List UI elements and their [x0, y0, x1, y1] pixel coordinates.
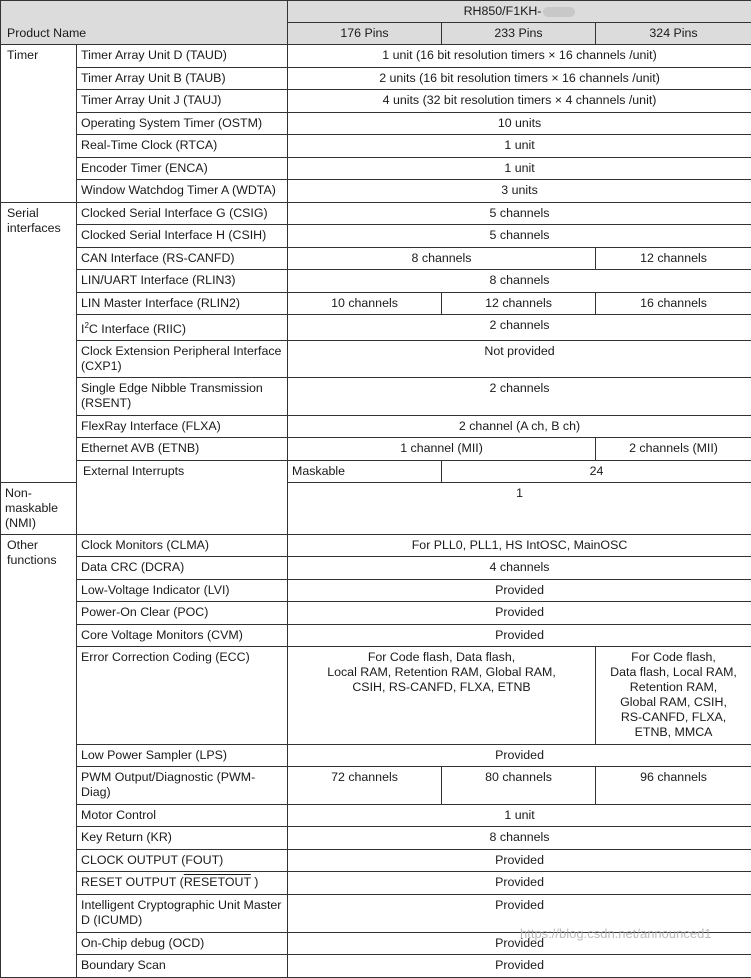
- feature-name: RESET OUTPUT (RESETOUT ): [77, 872, 288, 895]
- feature-value: 8 channels: [288, 827, 751, 850]
- feature-value: 72 channels: [288, 767, 442, 805]
- feature-name: Single Edge Nibble Transmission (RSENT): [77, 378, 288, 416]
- feature-name: Clock Monitors (CLMA): [77, 535, 288, 557]
- feature-value: 2 channels (MII): [596, 438, 751, 461]
- feature-name: Ethernet AVB (ETNB): [77, 438, 288, 461]
- feature-name: $I^2C$ Interface (RIIC): [77, 315, 288, 341]
- feature-name: FlexRay Interface (FLXA): [77, 416, 288, 438]
- feature-value: Provided: [288, 933, 751, 955]
- feature-value: 5 channels: [288, 203, 751, 225]
- pins-324-header: 324 Pins: [596, 23, 751, 45]
- feature-name: Maskable: [288, 461, 442, 483]
- category-timer: Timer: [1, 45, 77, 203]
- ecc-line: Global RAM, CSIH,: [620, 695, 727, 710]
- ecc-line: Local RAM, Retention RAM, Global RAM,: [327, 665, 556, 680]
- feature-name: Error Correction Coding (ECC): [77, 647, 288, 745]
- feature-value: Not provided: [288, 341, 751, 378]
- feature-name: Low Power Sampler (LPS): [77, 745, 288, 767]
- feature-value: 12 channels: [442, 293, 596, 315]
- ecc-line: RS-CANFD, FLXA,: [620, 710, 727, 725]
- feature-value: 3 units: [288, 180, 751, 203]
- feature-value: 10 units: [288, 113, 751, 135]
- ecc-line: For Code flash, Data flash,: [367, 650, 516, 665]
- pins-233-header: 233 Pins: [442, 23, 596, 45]
- feature-name: Core Voltage Monitors (CVM): [77, 625, 288, 647]
- feature-value: Provided: [288, 745, 751, 767]
- feature-value: 2 channels: [288, 378, 751, 416]
- feature-value: 2 channels: [288, 315, 751, 341]
- feature-name: Intelligent Cryptographic Unit Master D (ICUMD): [77, 895, 288, 933]
- feature-value: 16 channels: [596, 293, 751, 315]
- feature-name: Clock Extension Peripheral Interface (CXP1): [77, 341, 288, 378]
- category-external-interrupts: External Interrupts: [77, 461, 288, 535]
- feature-name: Boundary Scan: [77, 955, 288, 978]
- feature-value: For PLL0, PLL1, HS IntOSC, MainOSC: [288, 535, 751, 557]
- feature-name: On-Chip debug (OCD): [77, 933, 288, 955]
- feature-value: [288, 647, 596, 745]
- ecc-line: For Code flash,: [631, 650, 716, 665]
- feature-value: 1 unit: [288, 805, 751, 827]
- watermark: https://blog.csdn.net/announced1: [520, 926, 712, 941]
- ecc-line: CSIH, RS-CANFD, FLXA, ETNB: [352, 680, 531, 695]
- feature-value: 1 unit: [288, 158, 751, 180]
- feature-value: Provided: [288, 580, 751, 602]
- category-serial: Serial interfaces: [1, 203, 77, 483]
- ecc-line: ETNB, MMCA: [634, 725, 713, 740]
- feature-value: Provided: [288, 625, 751, 647]
- feature-value: Provided: [288, 602, 751, 625]
- feature-name: Encoder Timer (ENCA): [77, 158, 288, 180]
- feature-value: 2 units (16 bit resolution timers × 16 channels /unit): [288, 68, 751, 90]
- feature-name: PWM Output/Diagnostic (PWM-Diag): [77, 767, 288, 805]
- ecc-line: Retention RAM,: [629, 680, 718, 695]
- feature-value: Provided: [288, 955, 751, 978]
- feature-value: 4 channels: [288, 557, 751, 580]
- category-other-functions: Other functions: [1, 535, 77, 978]
- feature-name: CLOCK OUTPUT (FOUT): [77, 850, 288, 872]
- feature-value: 5 channels: [288, 225, 751, 248]
- feature-value: 1: [288, 483, 751, 535]
- feature-name: Key Return (KR): [77, 827, 288, 850]
- feature-name: Timer Array Unit D (TAUD): [77, 45, 288, 68]
- resetout-signal: RESETOUT: [183, 875, 251, 890]
- feature-name: Window Watchdog Timer A (WDTA): [77, 180, 288, 203]
- feature-value: [596, 647, 751, 745]
- feature-name: Power-On Clear (POC): [77, 602, 288, 625]
- feature-name: Timer Array Unit J (TAUJ): [77, 90, 288, 113]
- feature-value: Provided: [288, 895, 751, 933]
- feature-name: Real-Time Clock (RTCA): [77, 135, 288, 158]
- ecc-line: Data flash, Local RAM,: [610, 665, 737, 680]
- feature-name: Clocked Serial Interface H (CSIH): [77, 225, 288, 248]
- feature-name: Timer Array Unit B (TAUB): [77, 68, 288, 90]
- feature-name: LIN/UART Interface (RLIN3): [77, 270, 288, 293]
- feature-value: Provided: [288, 872, 751, 895]
- feature-name: Non-maskable (NMI): [1, 483, 77, 535]
- feature-name: Data CRC (DCRA): [77, 557, 288, 580]
- feature-value: 8 channels: [288, 270, 751, 293]
- redaction-mark: [543, 7, 575, 17]
- pins-176-header: 176 Pins: [288, 23, 442, 45]
- feature-value: 2 channel (A ch, B ch): [288, 416, 751, 438]
- feature-value: 1 channel (MII): [288, 438, 596, 461]
- feature-value: 1 unit (16 bit resolution timers × 16 channels /unit): [288, 45, 751, 68]
- feature-name: Motor Control: [77, 805, 288, 827]
- feature-value: 10 channels: [288, 293, 442, 315]
- feature-value: 4 units (32 bit resolution timers × 4 channels /unit): [288, 90, 751, 113]
- feature-name: LIN Master Interface (RLIN2): [77, 293, 288, 315]
- feature-value: 8 channels: [288, 248, 596, 270]
- feature-name: Operating System Timer (OSTM): [77, 113, 288, 135]
- feature-value: 1 unit: [288, 135, 751, 158]
- product-name-header: Product Name: [1, 1, 288, 45]
- feature-name: Clocked Serial Interface G (CSIG): [77, 203, 288, 225]
- feature-name: CAN Interface (RS-CANFD): [77, 248, 288, 270]
- feature-value: 12 channels: [596, 248, 751, 270]
- feature-value: Provided: [288, 850, 751, 872]
- feature-value: 24: [442, 461, 751, 483]
- feature-value: 96 channels: [596, 767, 751, 805]
- feature-name: Low-Voltage Indicator (LVI): [77, 580, 288, 602]
- feature-value: 80 channels: [442, 767, 596, 805]
- device-header: RH850/F1KH-: [288, 1, 751, 23]
